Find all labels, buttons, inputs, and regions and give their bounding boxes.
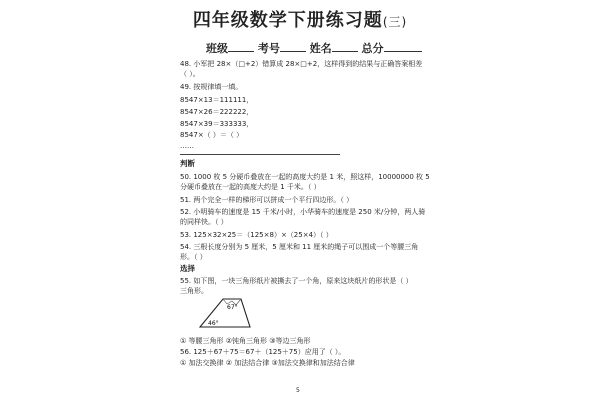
q49-row-2: 8547×26＝222222， — [180, 108, 254, 116]
class-blank[interactable] — [228, 41, 254, 52]
q55-line1: 55. 如下图，一块三角形纸片被撕去了一个角，原来这块纸片的形状是（ ） — [180, 277, 413, 285]
q53: 53. 125×32×25＝（125×8）×（25×4）（ ） — [180, 231, 333, 239]
q49-title: 49. 按规律填一填。 — [180, 83, 243, 91]
q50-line2: 分硬币叠放在一起的高度大约是 1 千米。（ ） — [180, 183, 321, 191]
name-label: 姓名 — [309, 42, 332, 55]
judge-heading: 判断 — [180, 159, 195, 168]
q56-options: ① 加法交换律 ② 加法结合律 ③加法交换律和加法结合律 — [180, 359, 355, 367]
q52-line2: 的同样快。（ ） — [180, 218, 228, 226]
class-label: 班级 — [206, 42, 228, 55]
q49-row-3: 8547×39＝333333， — [180, 120, 254, 128]
q54-line2: 形。（ ） — [180, 253, 207, 261]
q55-line2: 三角形。 — [180, 287, 208, 295]
choice-heading: 选择 — [180, 264, 195, 273]
q51: 51. 两个完全一样的梯形可以拼成一个平行四边形。（ ） — [180, 196, 354, 204]
q49-row-1: 8547×13＝111111， — [180, 96, 254, 104]
q50-line1: 50. 1000 枚 5 分硬币叠放在一起的高度大约是 1 米，照这样，10000000 枚 5 — [180, 173, 430, 181]
q49-row-4: 8547×（ ）＝（ ） — [180, 131, 244, 139]
torn-triangle-figure — [196, 291, 256, 331]
q52-line1: 52. 小明骑车的速度是 15 千米/小时，小华骑车的速度是 250 米/分钟，两人骑 — [180, 208, 426, 216]
score-blank[interactable] — [384, 41, 422, 52]
name-blank[interactable] — [332, 41, 358, 52]
q56: 56. 125＋67＋75＝67＋（125＋75）应用了（ ）。 — [180, 348, 346, 356]
page-title: 四年级数学下册练习题(三) — [192, 10, 408, 31]
angle-label-bottom: 46° — [208, 320, 219, 327]
q49-ellipsis: …… — [180, 142, 194, 150]
page-number: 5 — [296, 387, 300, 394]
score-label: 总分 — [361, 42, 384, 55]
q48-line2: （ ）。 — [180, 70, 200, 78]
angle-label-top: 67° — [227, 304, 238, 311]
section-divider — [180, 154, 340, 155]
q55-options: ① 等腰三角形 ②钝角三角形 ③等边三角形 — [180, 337, 311, 345]
page-subtitle: (三) — [382, 15, 408, 29]
q54-line1: 54. 三根长度分别为 5 厘米，5 厘米和 11 厘米的绳子可以围成一个等腰三角 — [180, 243, 419, 251]
exam-no-blank[interactable] — [280, 41, 306, 52]
student-info-row — [206, 40, 422, 56]
exam-no-label: 考号 — [257, 42, 280, 55]
q48-line1: 48. 小军把 28×（□+2）错算成 28×□+2，这样得到的结果与正确答案相差 — [180, 60, 423, 68]
